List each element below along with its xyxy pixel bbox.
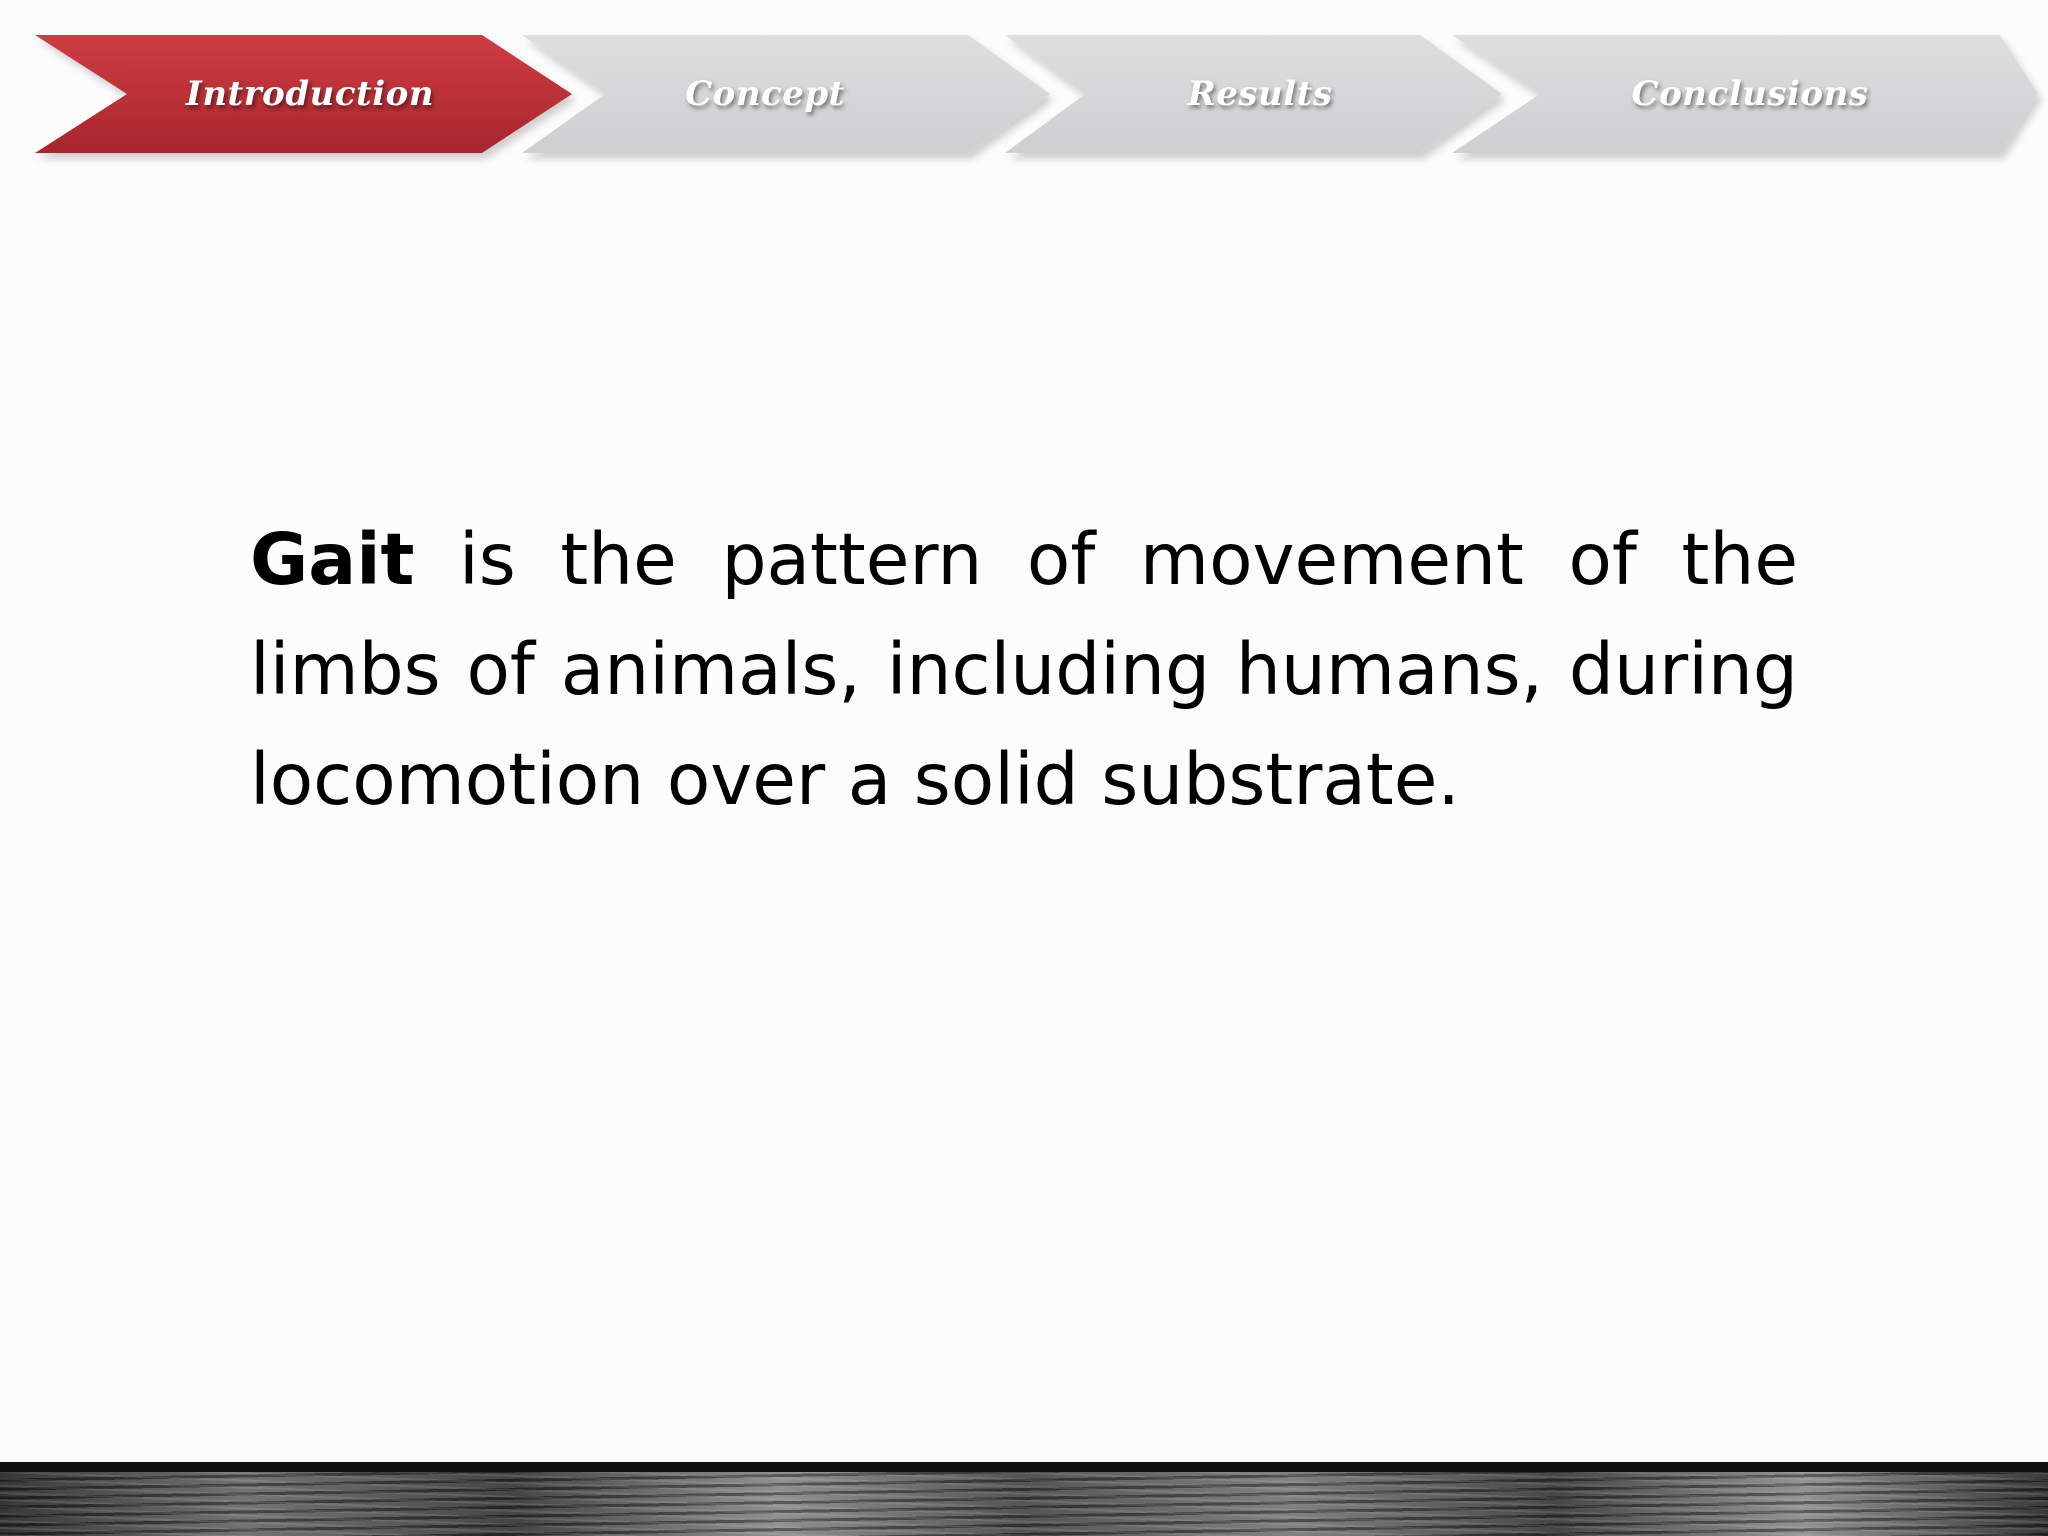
step-label-introduction: Introduction [185, 74, 435, 114]
step-label-conclusions: Conclusions [1631, 74, 1869, 114]
gait-definition-text: is the pattern of movement of the limbs of animals, including humans, during locomotion over a solid substrate. [250, 518, 1798, 821]
gait-term: Gait [250, 518, 415, 601]
progress-navigation [0, 0, 2048, 180]
step-label-results: Results [1187, 74, 1333, 114]
gait-definition [250, 505, 1798, 835]
footer-texture-band [0, 1462, 2048, 1536]
step-label-concept: Concept [685, 74, 845, 114]
